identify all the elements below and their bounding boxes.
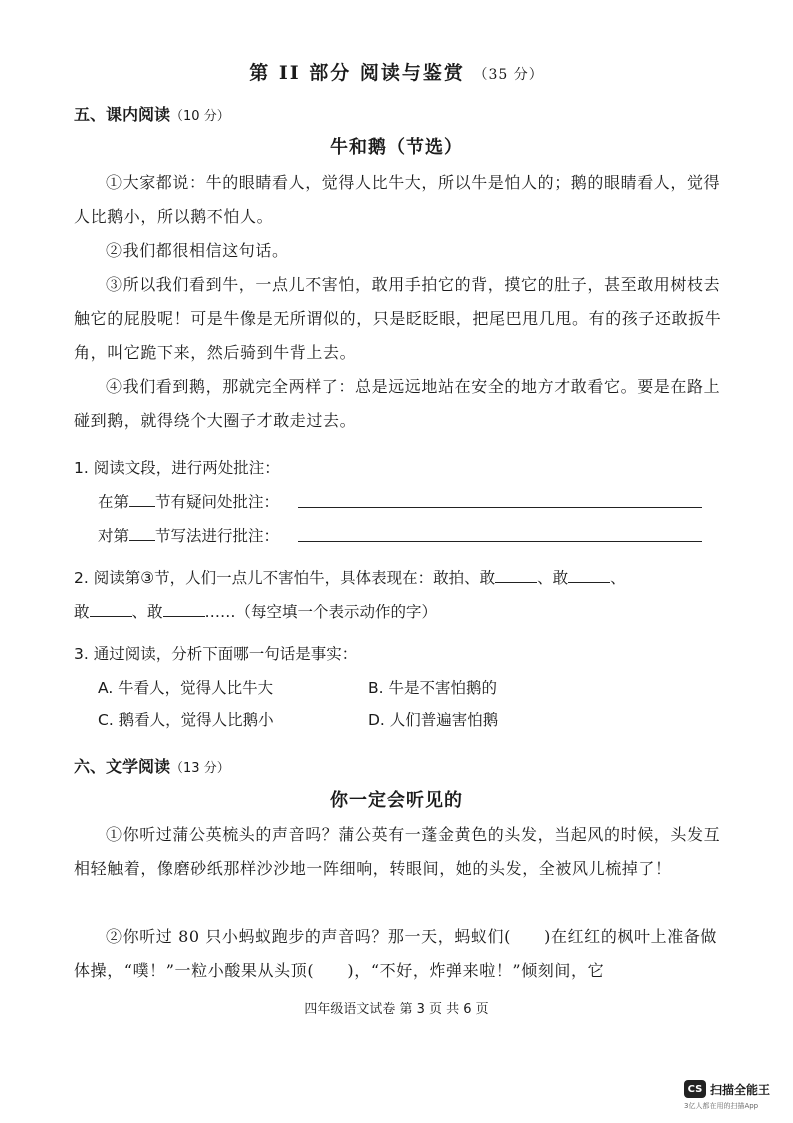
q3-option-d[interactable]: D. 人们普遍害怕鹅 (368, 711, 499, 729)
article-1-paragraph-3: ③所以我们看到牛，一点儿不害怕，敢用手拍它的背，摸它的肚子，甚至敢用树枝去触它的屁股呢！可是牛像是无所谓似的，只是眨眨眼，把尾巴甩几甩。有的孩子还敢扳牛角，叫它跪下来，然后骑到牛背上去。 (74, 275, 722, 362)
question-3-stem: 3. 通过阅读，分析下面哪一句话是事实： (74, 645, 358, 663)
q2-blank-2[interactable] (568, 569, 610, 583)
section-6-title: 六、文学阅读 (74, 757, 171, 776)
q2-line2-prefix: 敢 (74, 603, 90, 621)
q3-option-c[interactable]: C. 鹅看人，觉得人比鹅小 (98, 711, 274, 729)
q2-sep-3: 、敢 (131, 603, 163, 621)
question-1-stem: 1. 阅读文段，进行两处批注： (74, 459, 280, 477)
q3-option-b[interactable]: B. 牛是不害怕鹅的 (368, 679, 497, 697)
q2-instruction: ……（每空填一个表示动作的字） (204, 603, 438, 621)
article-2-paragraph-2: ②你听过 80 只小蚂蚁跑步的声音吗？那一天，蚂蚁们( )在红红的枫叶上准备做体操，“噗！”一粒小酸果从头顶( )，“不好，炸弹来啦！”倾刻间，它 (74, 927, 718, 980)
scanner-watermark (684, 1080, 770, 1098)
question-2-line-2 (74, 600, 437, 622)
article-1-title: 牛和鹅（节选） (330, 137, 463, 158)
q2-sep-2: 、 (610, 569, 626, 587)
q2-stem: 2. 阅读第③节，人们一点儿不害怕牛，具体表现在：敢拍、敢 (74, 569, 496, 587)
question-1-line-a (98, 490, 279, 512)
q1b-suffix: 节写法进行批注： (155, 527, 280, 545)
q1a-prefix: 在第 (98, 493, 130, 511)
article-2-paragraph-1: ①你听过蒲公英梳头的声音吗？蒲公英有一蓬金黄色的头发，当起风的时候，头发互相轻触着，像磨砂纸那样沙沙地一阵细响，转眼间，她的头发，全被风儿梳掉了！ (74, 825, 721, 878)
scanner-label: 扫描全能王 (710, 1082, 771, 1097)
q2-blank-3[interactable] (90, 603, 132, 617)
q2-sep-1: 、敢 (537, 569, 569, 587)
q2-blank-4[interactable] (163, 603, 205, 617)
q1a-suffix: 节有疑问处批注： (155, 493, 280, 511)
q1b-section-blank[interactable] (129, 527, 155, 541)
part-title-text: 第 II 部分 阅读与鉴赏 (249, 62, 465, 84)
camscanner-logo-icon: CS (684, 1080, 706, 1098)
article-1-paragraph-1: ①大家都说：牛的眼睛看人，觉得人比牛大，所以牛是怕人的；鹅的眼睛看人，觉得人比鹅小，所以鹅不怕人。 (74, 173, 721, 226)
section-5-score: （10 分） (170, 109, 230, 124)
article-1-paragraph-2: ②我们都很相信这句话。 (106, 241, 289, 260)
q1a-answer-line[interactable] (298, 507, 702, 508)
section-6-score: （13 分） (170, 761, 230, 776)
question-2-line-1 (74, 566, 626, 588)
q2-blank-1[interactable] (495, 569, 537, 583)
section-6-heading (74, 754, 230, 777)
question-1-line-b (98, 524, 279, 546)
q3-option-a[interactable]: A. 牛看人，觉得人比牛大 (98, 679, 274, 697)
part-title (0, 58, 793, 85)
article-1-paragraph-4: ④我们看到鹅，那就完全两样了：总是远远地站在安全的地方才敢看它。要是在路上碰到鹅，就得绕个大圈子才敢走过去。 (74, 377, 721, 430)
article-2-title: 你一定会听见的 (330, 790, 463, 811)
part-score: （35 分） (473, 67, 544, 83)
q1b-answer-line[interactable] (298, 541, 702, 542)
page-footer: 四年级语文试卷 第 3 页 共 6 页 (304, 1002, 489, 1017)
scanner-sublabel: 3亿人都在用的扫描App (684, 1102, 759, 1110)
section-5-heading (74, 102, 230, 125)
q1a-section-blank[interactable] (129, 493, 155, 507)
section-5-title: 五、课内阅读 (74, 105, 171, 124)
q1b-prefix: 对第 (98, 527, 130, 545)
